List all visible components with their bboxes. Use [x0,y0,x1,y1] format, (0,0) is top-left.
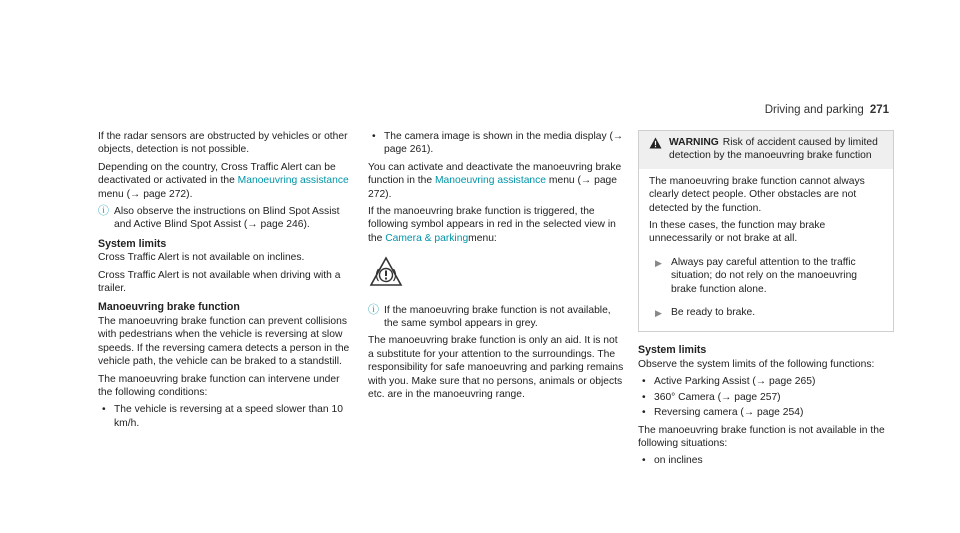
heading-manoeuvring-brake-function: Manoeuvring brake function [98,301,240,314]
warning-title: WARNING [669,137,719,148]
list-item: • 360° Camera (→ page 257) [638,391,894,404]
column-1 [98,130,354,434]
step-text: Always pay careful attention to the traffic situation; do not rely on the manoeuvring brake function alone. [671,256,858,295]
list-item: • Reversing camera (→ page 254) [638,406,894,419]
heading-system-limits: System limits [638,344,707,357]
paragraph [98,161,354,201]
bullet-list [638,454,894,467]
info-icon: ⓘ [98,205,109,218]
note-text: Also observe the instructions on Blind Spot Assist and Active Blind Spot Assist (→ page 246). [114,206,340,231]
manoeuvring-assistance-link[interactable]: Manoeuvring assistance [237,175,349,187]
list-item: • Active Parking Assist (→ page 265) [638,375,894,388]
text: If the manoeuvring brake function is triggered, the following symbol appears in red in the selected view in the [368,206,616,244]
bullet-list [638,375,894,419]
paragraph [368,205,624,245]
paragraph: The manoeuvring brake function is only an aid. It is not a substitute for your attention to the surroundings. The responsibility for safe manoeuvring and parking remains with you. Make sure that no persons, animals or objects etc. are in the manoeuvring range. [368,335,624,401]
column-2 [368,130,624,406]
manoeuvring-assistance-link[interactable]: Manoeuvring assistance [434,175,547,187]
text: You can activate and deactivate the manoeuvring brake function in the [368,161,622,187]
paragraph [368,161,624,201]
text: menu (→ page 272). [98,188,193,200]
brake-warning-symbol-icon [368,255,404,291]
step [649,256,883,296]
note [368,304,624,331]
list-item: • The camera image is shown in the media display (→ page 261). [368,130,624,157]
text: Depending on the country, Cross Traffic Alert can be deactivated or activated in the [98,161,336,187]
warning-header [639,131,893,169]
bullet-list [368,130,624,157]
warning-box [638,130,894,332]
paragraph: Observe the system limits of the following functions: [638,358,875,370]
text: menu: [468,232,497,244]
column-3 [638,130,894,472]
note-text: If the manoeuvring brake function is not available, the same symbol appears in grey. [384,304,611,330]
step [649,306,883,319]
paragraph: If the radar sensors are obstructed by vehicles or other objects, detection is not possible. [98,131,348,156]
list-item: • on inclines [638,454,894,467]
list-item: • The vehicle is reversing at a speed slower than 10 km/h. [98,403,354,430]
paragraph: The manoeuvring brake function is not available in the following situations: [638,424,885,449]
warning-triangle-icon [649,137,662,149]
info-icon: ⓘ [368,303,379,316]
paragraph: Cross Traffic Alert is not available when driving with a trailer. [98,269,341,295]
bullet-list [98,403,354,430]
paragraph: The manoeuvring brake function can prevent collisions with pedestrians when the vehicle is reversing at slow speeds. If the reversing camera detects a person in the vehicle path, the vehicle can be braked to a standstill. [98,315,350,368]
paragraph: The manoeuvring brake function cannot always clearly detect people. Other obstacles are not detected by the function. [649,175,865,214]
heading-system-limits: System limits [98,237,167,250]
paragraph: In these cases, the function may brake unnecessarily or not brake at all. [649,220,826,245]
arrow-right-icon: ▶ [655,308,662,319]
note [98,205,354,232]
text: menu (→ page 272). [368,175,618,200]
camera-parking-link[interactable]: Camera & parking [385,232,469,244]
step-text: Be ready to brake. [671,307,756,319]
page-header [765,104,889,116]
paragraph: The manoeuvring brake function can intervene under the following conditions: [98,373,340,398]
arrow-right-icon: ▶ [655,257,662,268]
paragraph: Cross Traffic Alert is not available on inclines. [98,252,305,264]
warning-head-text: Risk of accident caused by limited detection by the manoeuvring brake function [669,137,878,162]
page-number: 271 [869,104,889,116]
warning-body [639,169,893,332]
section-title: Driving and parking [764,104,864,116]
